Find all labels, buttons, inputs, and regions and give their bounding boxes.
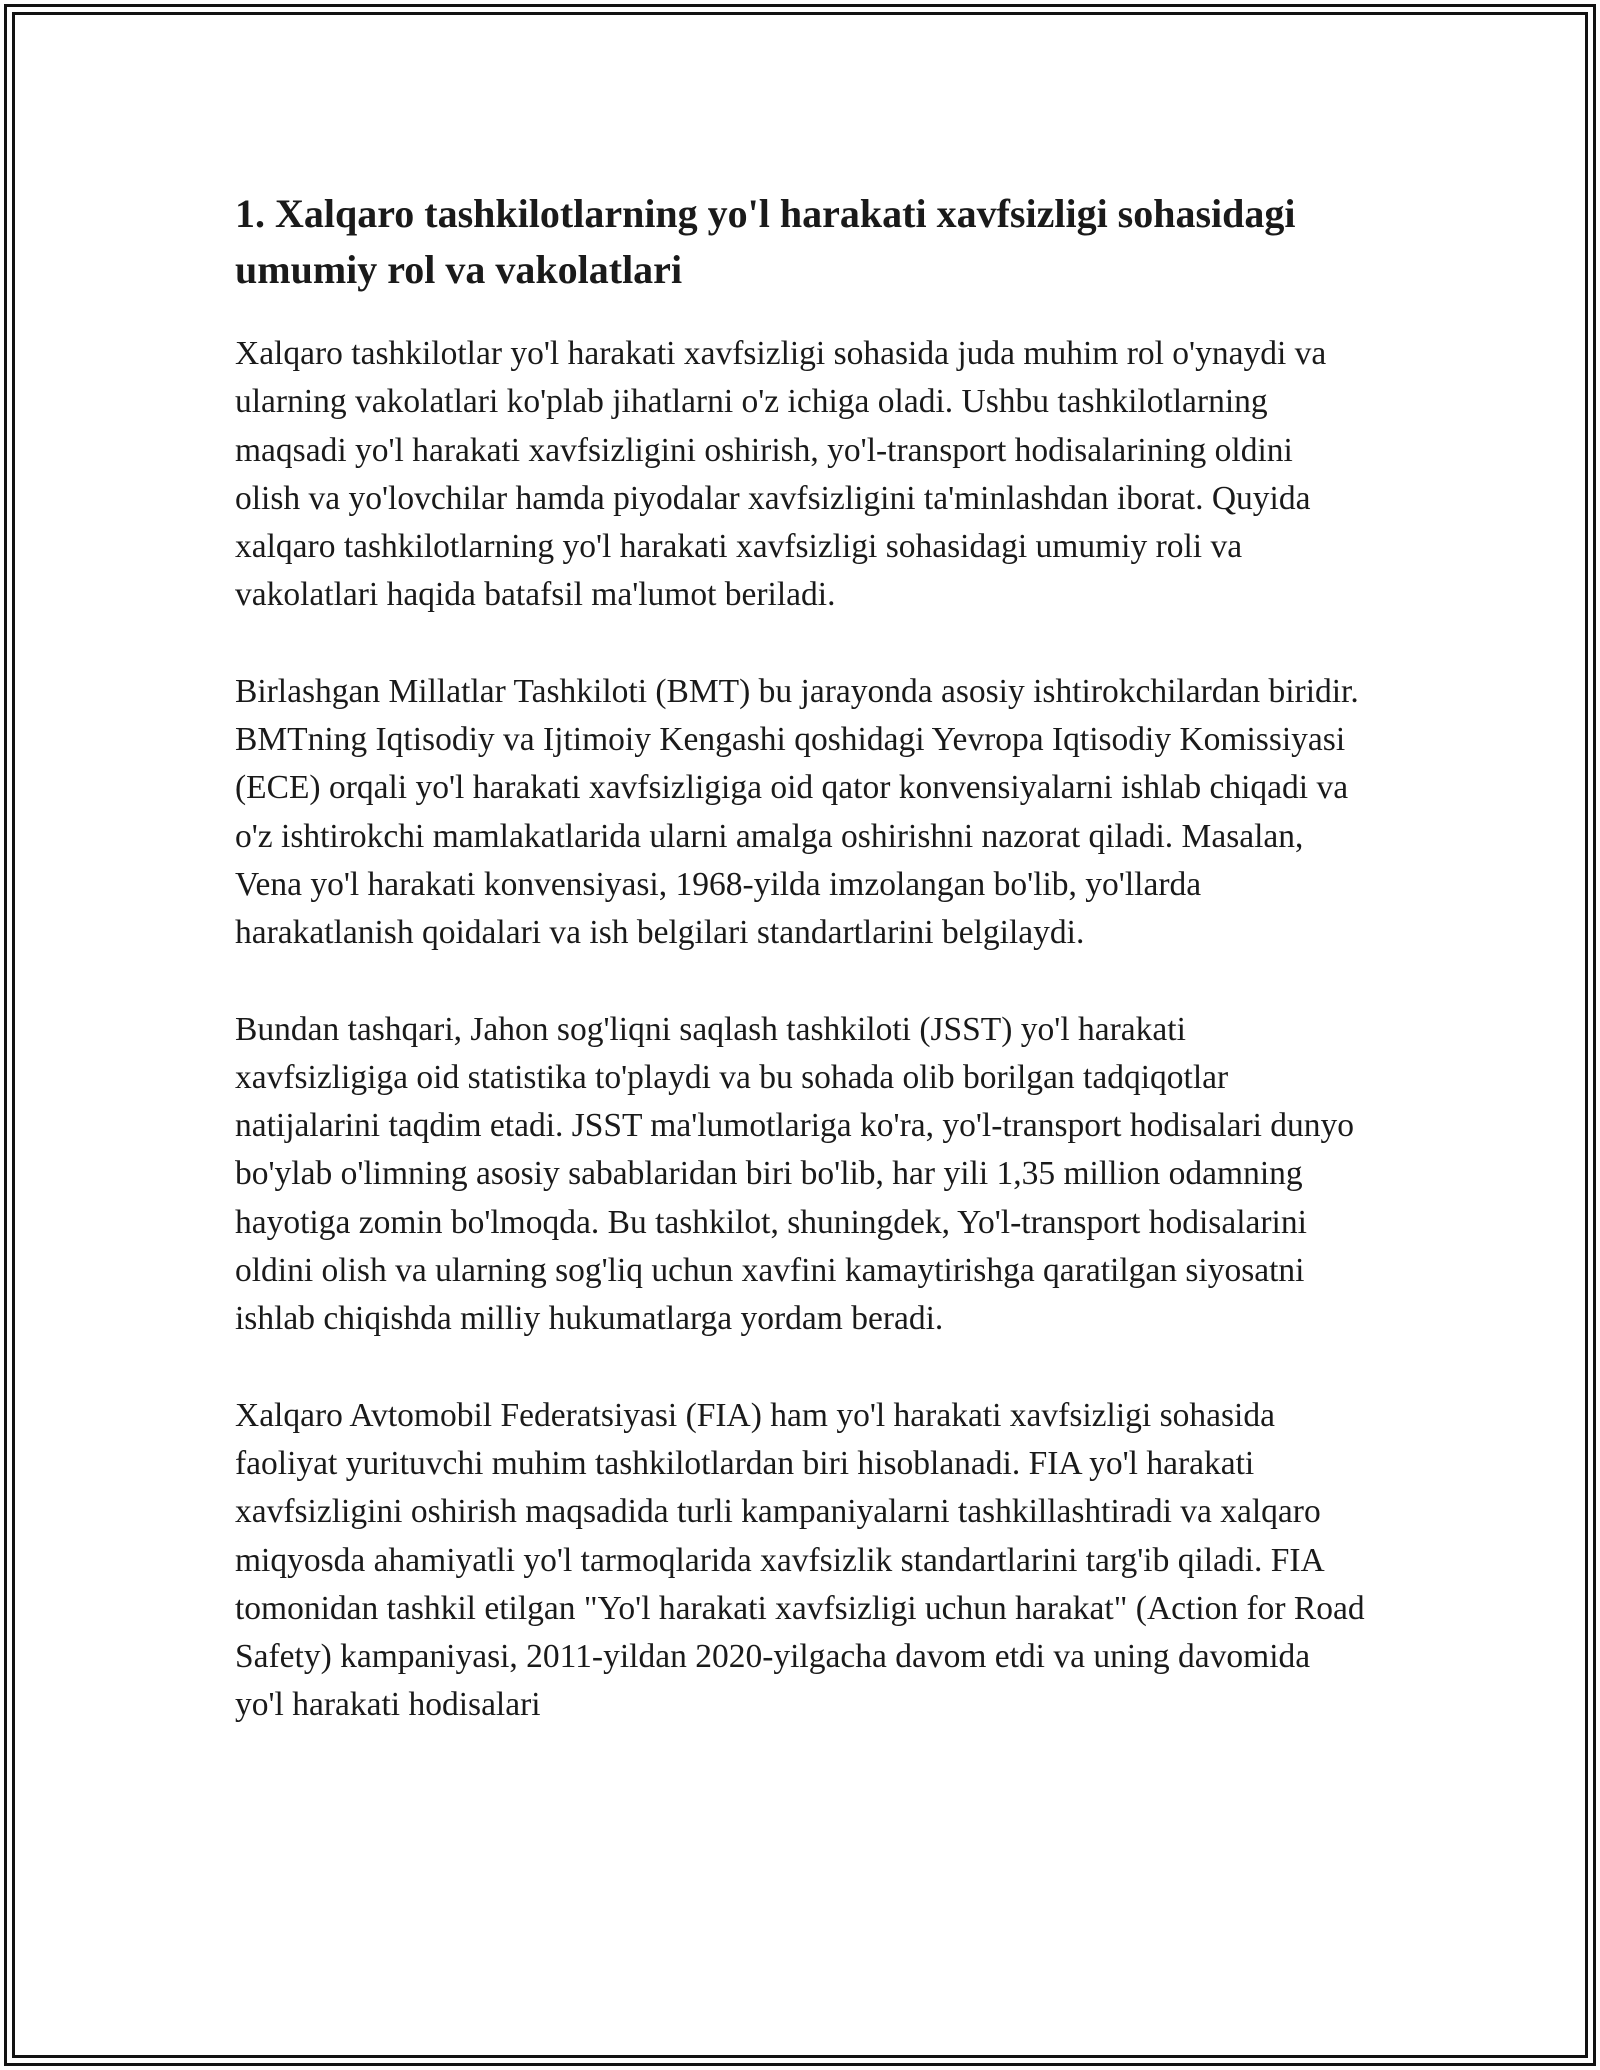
document-body	[235, 186, 1365, 1730]
section-heading: 1. Xalqaro tashkilotlarning yo'l harakati xavfsizligi sohasidagi umumiy rol va vakolatlari	[235, 191, 1296, 292]
paragraph-jsst: Bundan tashqari, Jahon sog'liqni saqlash tashkiloti (JSST) yo'l harakati xavfsizligiga oid statistika to'playdi va bu sohada olib borilgan tadqiqotlar natijalarini taqdim etadi. JSST ma'lumotlariga ko'ra, yo'l-transport hodisalari dunyo bo'ylab o'limning asosiy sabablaridan biri bo'lib, har yili 1,35 million odamning hayotiga zomin bo'lmoqda. Bu tashkilot, shuningdek, Yo'l-transport hodisalarini oldini olish va ularning sog'liq uchun xavfini kamaytirishga qaratilgan siyosatni ishlab chiqishda milliy hukumatlarga yordam beradi.	[235, 1010, 1355, 1338]
paragraph-fia: Xalqaro Avtomobil Federatsiyasi (FIA) ham yo'l harakati xavfsizligi sohasida faoliyat yurituvchi muhim tashkilotlardan biri hisoblanadi. FIA yo'l harakati xavfsizligini oshirish maqsadida turli kampaniyalarni tashkillashtiradi va xalqaro miqyosda ahamiyatli yo'l tarmoqlarida xavfsizlik standartlarini targ'ib qiladi. FIA tomonidan tashkil etilgan "Yo'l harakati xavfsizligi uchun harakat" (Action for Road Safety) kampaniyasi, 2011-yildan 2020-yilgacha davom etdi va uning davomida yo'l harakati hodisalari	[235, 1396, 1365, 1724]
paragraph-intro: Xalqaro tashkilotlar yo'l harakati xavfsizligi sohasida juda muhim rol o'ynaydi va ularning vakolatlari ko'plab jihatlarni o'z ichiga oladi. Ushbu tashkilotlarning maqsadi yo'l harakati xavfsizligini oshirish, yo'l-transport hodisalarining oldini olish va yo'lovchilar hamda piyodalar xavfsizligini ta'minlashdan iborat. Quyida xalqaro tashkilotlarning yo'l harakati xavfsizligi sohasidagi umumiy roli va vakolatlari haqida batafsil ma'lumot beriladi.	[235, 335, 1327, 614]
paragraph-bmt: Birlashgan Millatlar Tashkiloti (BMT) bu jarayonda asosiy ishtirokchilardan biridir. BMTning Iqtisodiy va Ijtimoiy Kengashi qoshidagi Yevropa Iqtisodiy Komissiyasi (ECE) orqali yo'l harakati xavfsizligiga oid qator konvensiyalarni ishlab chiqadi va o'z ishtirokchi mamlakatlarida ularni amalga oshirishni nazorat qiladi. Masalan, Vena yo'l harakati konvensiyasi, 1968-yilda imzolangan bo'lib, yo'llarda harakatlanish qoidalari va ish belgilari standartlarini belgilaydi.	[235, 672, 1359, 952]
